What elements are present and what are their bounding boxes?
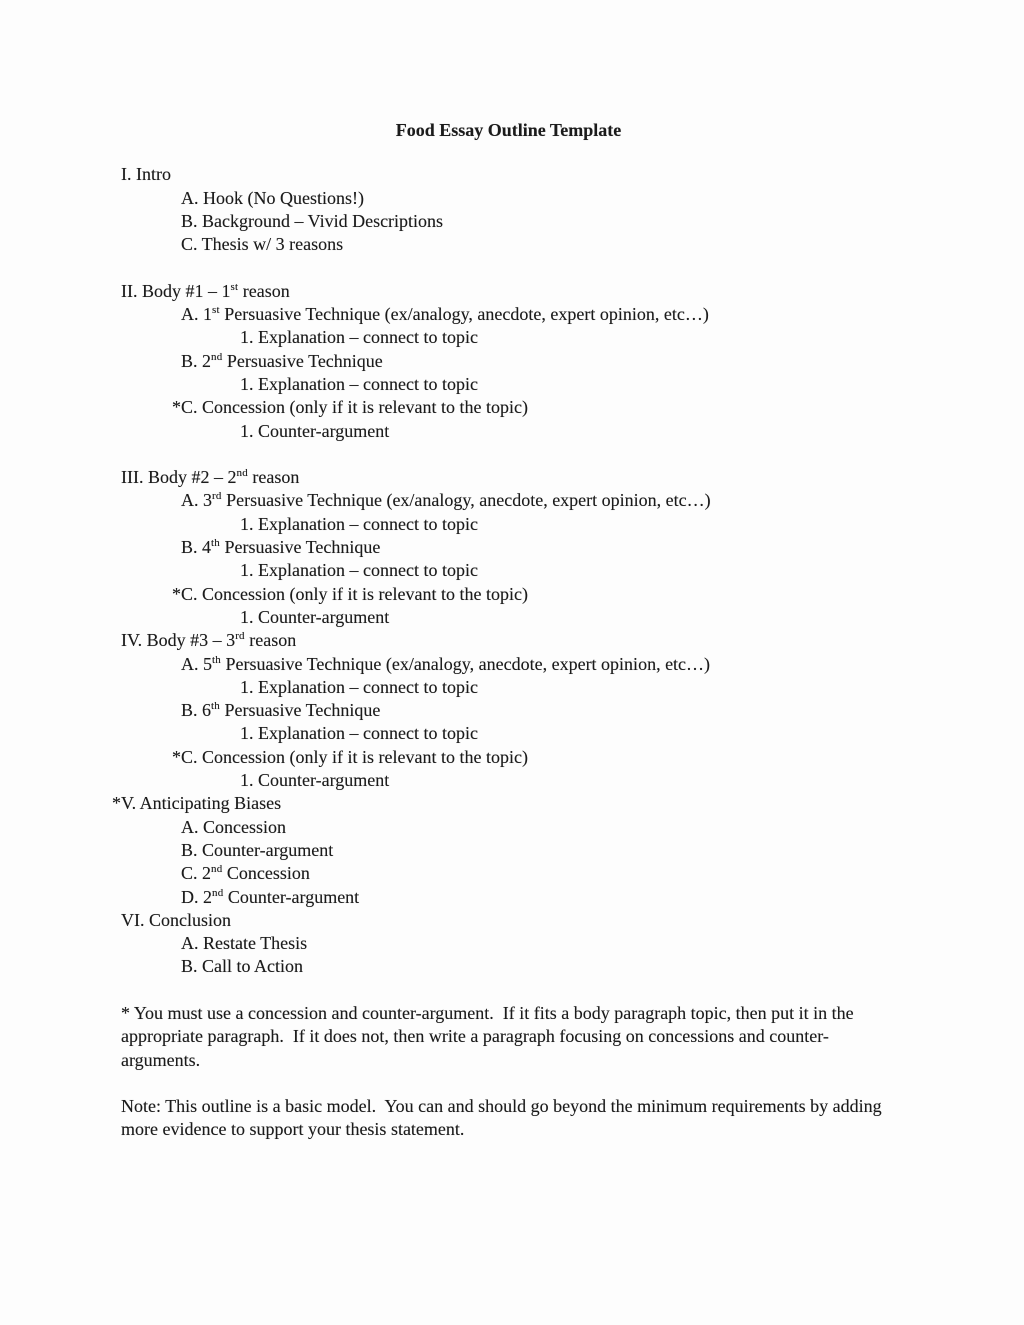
ordinal-superscript: th [211, 700, 220, 713]
outline-item: A. 5th Persuasive Technique (ex/analogy, anecdote, expert opinion, etc…) [181, 653, 711, 674]
outline-item: VI. Conclusion [121, 909, 231, 930]
outline-item: B. 2nd Persuasive Technique [181, 350, 383, 371]
outline-item: 1. Explanation – connect to topic [240, 723, 478, 744]
outline-item: *C. Concession (only if it is relevant to the topic) [172, 746, 528, 767]
outline-item: 1. Counter-argument [240, 770, 390, 791]
outline-item: B. Call to Action [181, 956, 304, 977]
ordinal-superscript: th [212, 653, 221, 666]
ordinal-superscript: th [211, 537, 220, 550]
note-paragraph: Note: This outline is a basic model. You can and should go beyond the minimum requirements by adding more evidence to support your thesis statement. [121, 1096, 887, 1140]
outline-item: 1. Explanation – connect to topic [240, 560, 478, 581]
outline-item: A. Concession [181, 816, 286, 837]
document-title: Food Essay Outline Template [395, 120, 622, 140]
outline-item: 1. Explanation – connect to topic [240, 327, 478, 348]
outline-item: A. Restate Thesis [181, 933, 308, 954]
outline-item: A. 1st Persuasive Technique (ex/analogy, anecdote, expert opinion, etc…) [181, 304, 709, 325]
outline-item: *V. Anticipating Biases [112, 793, 282, 814]
outline-item: A. 3rd Persuasive Technique (ex/analogy, anecdote, expert opinion, etc…) [181, 490, 711, 511]
outline-item: C. Thesis w/ 3 reasons [181, 234, 344, 255]
outline-item: *C. Concession (only if it is relevant to the topic) [172, 397, 528, 418]
outline-item: I. Intro [121, 164, 171, 185]
ordinal-superscript: rd [235, 630, 245, 643]
outline-item: 1. Explanation – connect to topic [240, 373, 478, 394]
outline-spacer [121, 256, 896, 279]
outline-item: 1. Explanation – connect to topic [240, 513, 478, 534]
outline-item: 1. Counter-argument [240, 420, 390, 441]
outline-list [112, 163, 896, 978]
ordinal-superscript: nd [211, 863, 223, 876]
outline-item: D. 2nd Counter-argument [181, 886, 360, 907]
outline-item: A. Hook (No Questions!) [181, 187, 364, 208]
outline-item: B. 4th Persuasive Technique [181, 537, 381, 558]
outline-item: B. Background – Vivid Descriptions [181, 210, 444, 231]
outline-item: 1. Counter-argument [240, 606, 390, 627]
ordinal-superscript: st [212, 304, 220, 317]
ordinal-superscript: st [230, 280, 239, 293]
ordinal-superscript: rd [212, 490, 222, 503]
outline-spacer [121, 443, 896, 466]
outline-item: II. Body #1 – 1st reason [121, 280, 290, 301]
outline-item: *C. Concession (only if it is relevant to the topic) [172, 583, 528, 604]
outline-item: B. 6th Persuasive Technique [181, 700, 381, 721]
ordinal-superscript: nd [212, 886, 224, 899]
outline-item: 1. Explanation – connect to topic [240, 676, 478, 697]
ordinal-superscript: nd [211, 350, 223, 363]
footnote-paragraph: * You must use a concession and counter-argument. If it fits a body paragraph topic, then put it in the appropriate paragraph. If it does not, then write a paragraph focusing on concessions and counter-arguments. [121, 1002, 859, 1070]
ordinal-superscript: nd [236, 467, 248, 480]
outline-item: B. Counter-argument [181, 839, 334, 860]
outline-item: C. 2nd Concession [181, 863, 310, 884]
outline-item: IV. Body #3 – 3rd reason [121, 630, 297, 651]
outline-item: III. Body #2 – 2nd reason [121, 467, 300, 488]
